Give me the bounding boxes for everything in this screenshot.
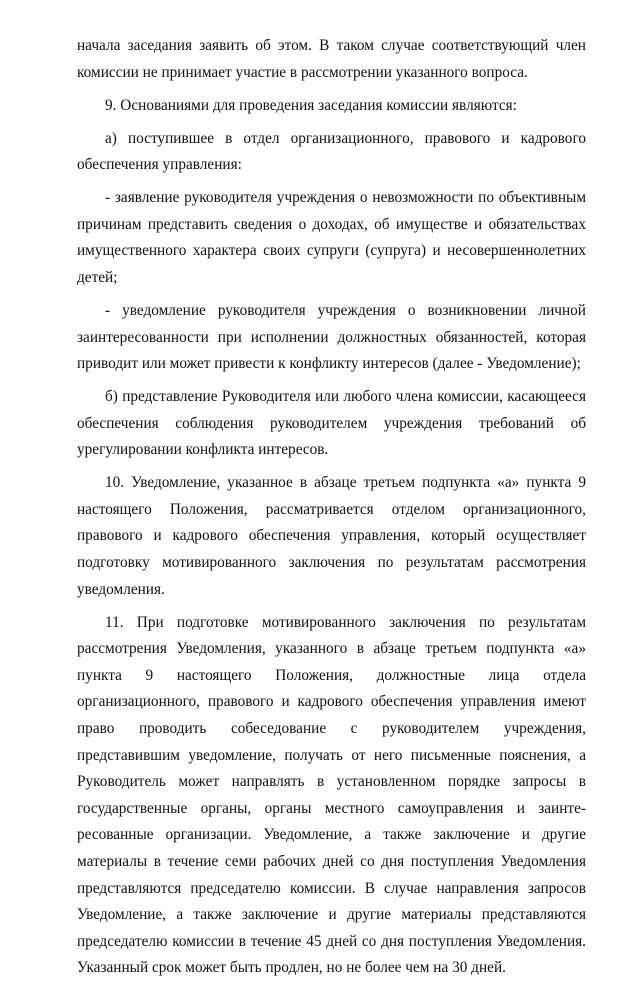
paragraph-continuation: начала заседания заявить об этом. В таком случае соответствующий член комиссии не принимает участие в рассмотрении указанного вопроса. <box>77 37 586 81</box>
paragraph-item-10: 10. Уведомление, указанное в абзаце третьем подпункта «а» пункта 9 настоящего Положения, рассматривается отделом организационного, правового и кадрового обеспечения управления, который осуществляет подготовку мотивированного заключения по результатам рассмотрения уведомления. <box>77 474 586 598</box>
paragraph-subitem-a: а) поступившее в отдел организационного, правового и кадрового обеспечения управления: <box>77 129 586 174</box>
paragraph-subitem-b: б) представление Руководителя или любого члена комиссии, касающееся обеспечения соблюдения руководителем учреждения требований об урегулировании конфликта интересов. <box>77 388 586 459</box>
paragraph-item-9: 9. Основаниями для проведения заседания комиссии являются: <box>105 96 517 114</box>
paragraph-item-11: 11. При подготовке мотивированного заключения по результатам рассмотрения Уведомления, указанного в абзаце третьем подпункта «а» пункта 9 настоящего Положения, должностные лица отдела организационного, правового и кадрового обеспечения управления имеют право проводить собеседование с руководителем учреждения, представившим уведомление, получать от него письменные пояснения, а Руководитель может направлять в установленном порядке запросы в государственные органы, органы местного самоуправления и заинтересованные организации. Уведомление, а также заключение и другие материалы в течение семи рабочих дней со дня поступления Уведомления представляются председателю комиссии. В случае направления запросов Уведомление, а также заключение и другие материалы представляются председателю комиссии в течение 45 дней со дня поступления Уведомления. Указанный срок может быть продлен, но не более чем на 30 дней. <box>77 613 586 977</box>
paragraph-bullet-statement: - заявление руководителя учреждения о невозможности по объективным причинам представить сведения о доходах, об имуществе и обязательствах имущественного характера своих супруги (супруга) и несовершеннолетних детей; <box>77 189 586 286</box>
document-body <box>77 33 586 988</box>
paragraph-bullet-notification: - уведомление руководителя учреждения о возникновении личной заинтересованности при исполнении должностных обязанностей, которая приводит или может привести к конфликту интересов (далее - Уведомление); <box>77 301 586 373</box>
